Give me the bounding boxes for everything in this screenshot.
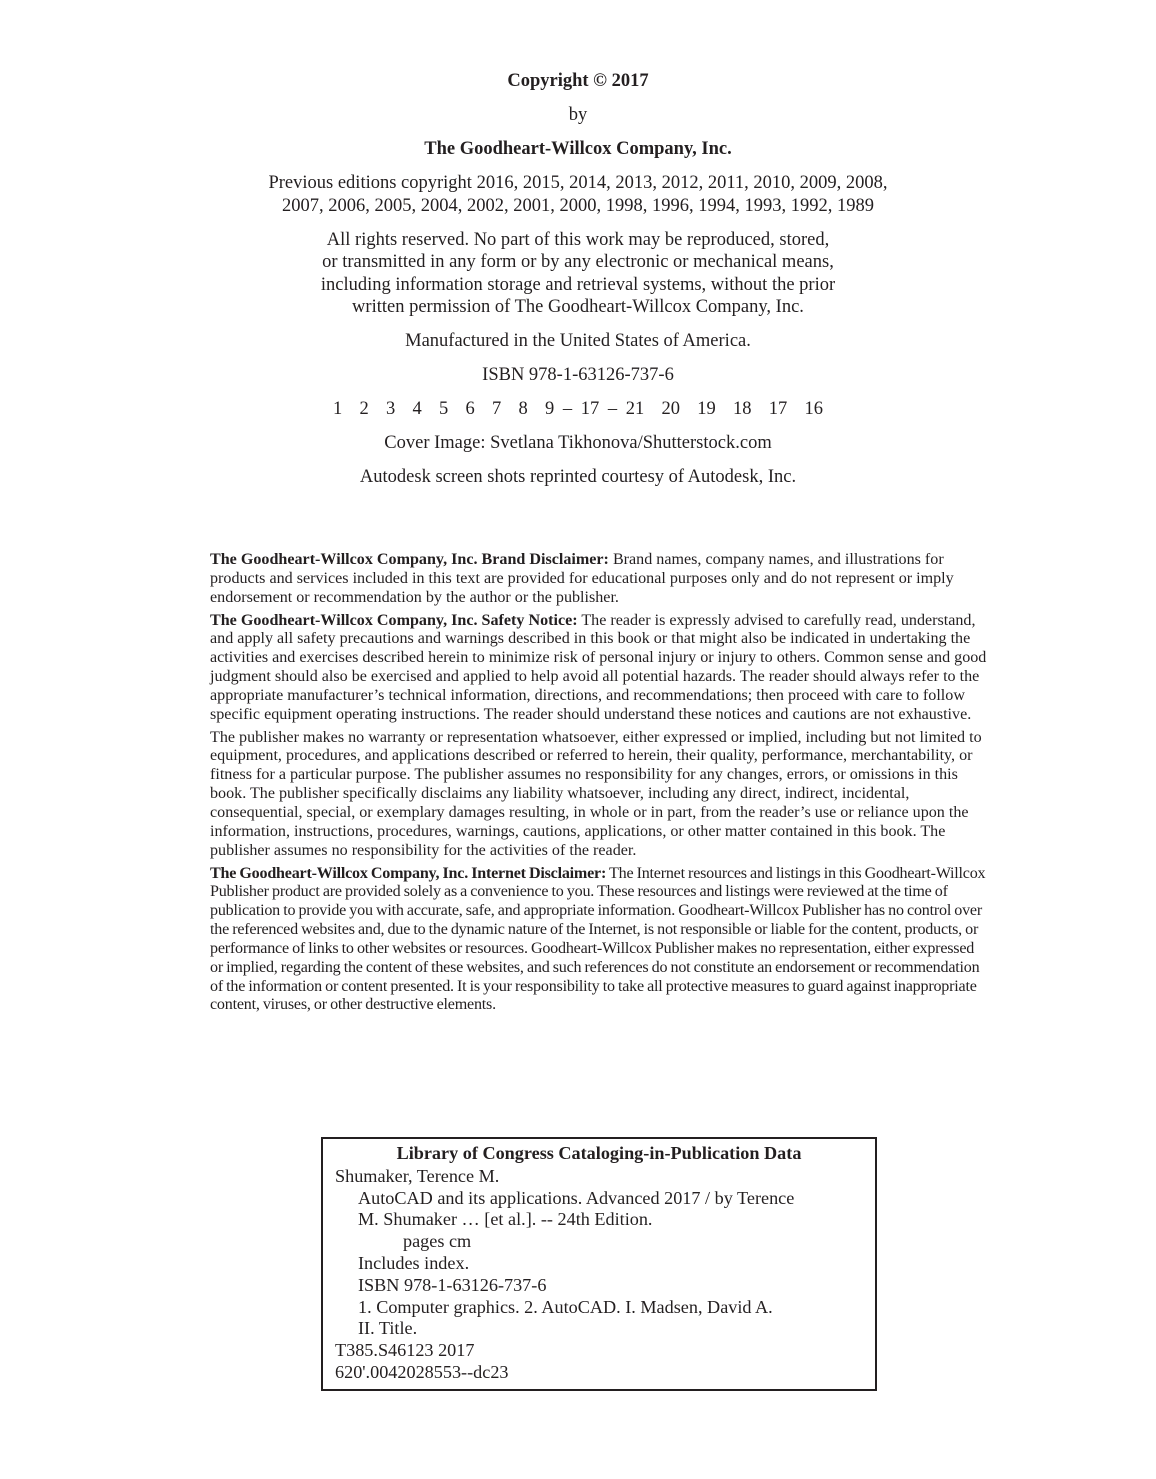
isbn-line: ISBN 978-1-63126-737-6 bbox=[482, 365, 674, 385]
cip-title-line: M. Shumaker … [et al.]. -- 24th Edition. bbox=[358, 1209, 653, 1230]
cip-dewey: 620'.0042028553--dc23 bbox=[335, 1361, 509, 1382]
warranty-disclaimer: The publisher makes no warranty or representation whatsoever, either expressed or implied, including but not limited to equipment, procedures, and applications described or referred to herein, their quality, performance, merchantability, or fitness for a particular purpose. The publisher assumes no responsibility for any changes, errors, or omissions in this book. The publisher specifically disclaims any liability whatsoever, including any direct, indirect, incidental, consequential, special, or exemplary damages resulting, in whole or in part, from the reader’s use or reliance upon the information, instructions, procedures, warnings, cautions, applications, or other matter contained in this book. The publisher assumes no responsibility for the activities of the reader. bbox=[210, 728, 982, 859]
previous-editions-line: Previous editions copyright 2016, 2015, 2014, 2013, 2012, 2011, 2010, 2009, 2008, bbox=[268, 173, 888, 193]
cover-image-credit: Cover Image: Svetlana Tikhonova/Shutterstock.com bbox=[384, 433, 772, 453]
cip-title: Library of Congress Cataloging-in-Publication Data bbox=[396, 1143, 802, 1163]
cip-title-line: AutoCAD and its applications. Advanced 2017 / by Terence bbox=[358, 1187, 795, 1208]
cip-data-box bbox=[321, 1137, 877, 1391]
cip-call-number: T385.S46123 2017 bbox=[335, 1340, 475, 1361]
safety-notice-text: The reader is expressly advised to carefully read, understand, and apply all safety precautions and warnings described in this book or that might also be indicated in undertaking the activities and exercises described herein to minimize risk of personal injury or injury to others. Common sense and good judgment should also be exercised and applied to help avoid all potential hazards. The reader should always refer to the appropriate manufacturer’s technical information, directions, and recommendations; then proceed with care to follow specific equipment operating instructions. The reader should understand these notices and cautions are not exhaustive. bbox=[210, 611, 987, 723]
cip-author: Shumaker, Terence M. bbox=[335, 1165, 500, 1186]
print-number-line: 1 2 3 4 5 6 7 8 9 – 17 – 21 20 19 18 17 16 bbox=[333, 399, 823, 419]
publisher-name: The Goodheart-Willcox Company, Inc. bbox=[424, 139, 732, 159]
disclaimers-block bbox=[210, 551, 990, 1019]
rights-line: or transmitted in any form or by any electronic or mechanical means, bbox=[322, 252, 834, 272]
rights-line: written permission of The Goodheart-Willcox Company, Inc. bbox=[352, 297, 804, 317]
rights-line: All rights reserved. No part of this work may be reproduced, stored, bbox=[326, 229, 830, 250]
brand-disclaimer bbox=[210, 551, 990, 608]
copyright-block bbox=[0, 70, 1156, 500]
brand-disclaimer-text: Brand names, company names, and illustrations for products and services included in this text are provided for educational purposes only and do not represent or imply endorsement or recommendation by the author or the publisher. bbox=[210, 551, 954, 606]
internet-disclaimer-heading: The Goodheart-Willcox Company, Inc. Internet Disclaimer: bbox=[210, 864, 607, 882]
rights-statement bbox=[0, 229, 1156, 319]
by-line: by bbox=[568, 105, 588, 125]
previous-editions bbox=[0, 172, 1156, 217]
manufactured-line: Manufactured in the United States of America. bbox=[405, 331, 751, 351]
internet-disclaimer-text: The Internet resources and listings in this Goodheart-Willcox Publisher product are provided solely as a convenience to you. These resources and listings were reviewed at the time of publication to provide you with accurate, safe, and appropriate information. Goodheart-Willcox Publisher has no control over the referenced websites and, due to the dynamic nature of the Internet, is not responsible or liable for the content, products, or performance of links to other websites or resources. Goodheart-Willcox Publisher makes no representation, either expressed or implied, regarding the content of these websites, and such references do not constitute an endorsement or recommendation of the information or content presented. It is your responsibility to take all protective measures to guard against inappropriate content, viruses, or other destructive elements. bbox=[210, 864, 986, 1014]
safety-notice-heading: The Goodheart-Willcox Company, Inc. Safety Notice: bbox=[210, 611, 578, 629]
copyright-line: Copyright © 2017 bbox=[507, 71, 649, 91]
autodesk-credit: Autodesk screen shots reprinted courtesy of Autodesk, Inc. bbox=[359, 467, 797, 487]
cip-subjects: 1. Computer graphics. 2. AutoCAD. I. Madsen, David A. bbox=[358, 1296, 773, 1317]
cip-subjects: II. Title. bbox=[358, 1318, 418, 1339]
previous-editions-line: 2007, 2006, 2005, 2004, 2002, 2001, 2000, 1998, 1996, 1994, 1993, 1992, 1989 bbox=[282, 195, 874, 216]
cip-isbn: ISBN 978-1-63126-737-6 bbox=[358, 1274, 547, 1295]
rights-line: including information storage and retrieval systems, without the prior bbox=[320, 274, 836, 295]
cip-pages: pages cm bbox=[403, 1231, 472, 1252]
cip-index: Includes index. bbox=[358, 1252, 470, 1273]
internet-disclaimer bbox=[210, 865, 990, 1016]
safety-notice bbox=[210, 612, 990, 725]
brand-disclaimer-heading: The Goodheart-Willcox Company, Inc. Brand Disclaimer: bbox=[210, 551, 609, 568]
